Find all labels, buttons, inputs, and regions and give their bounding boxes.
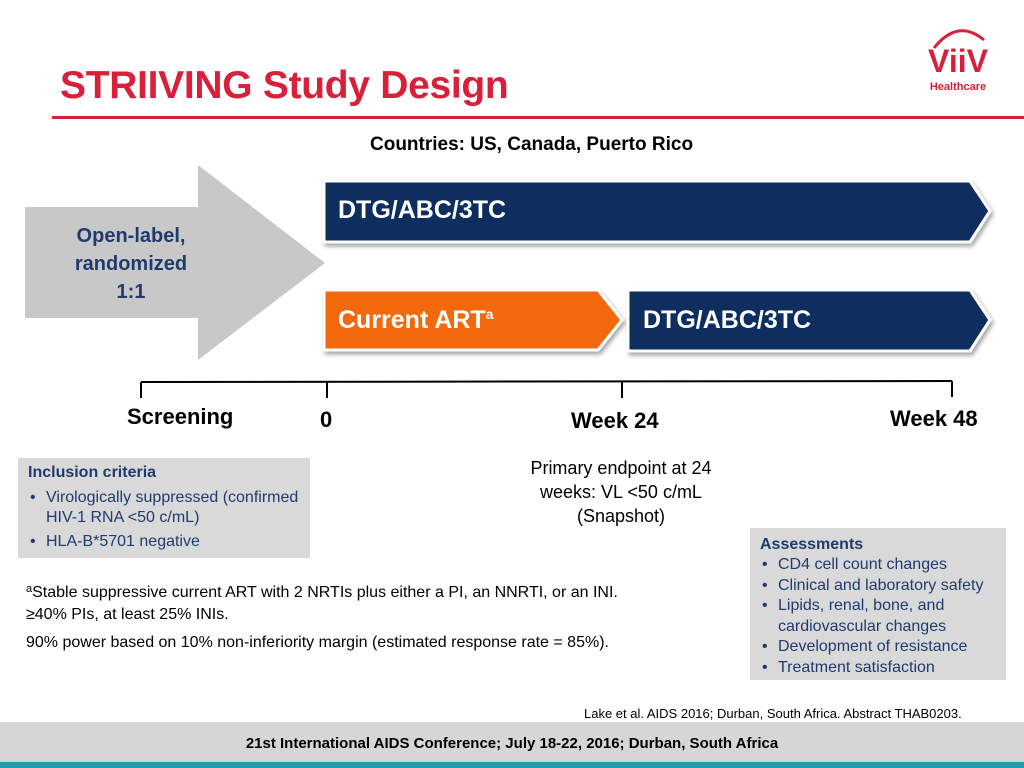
reference-citation: Lake et al. AIDS 2016; Durban, South Africa. Abstract THAB0203. [584,706,962,721]
randomization-line-2: randomized [74,253,188,275]
footer-accent-stripe [0,762,1024,768]
inclusion-criteria-box [18,458,310,558]
assessment-item: • Development of resistance [760,637,996,658]
assessments-title: Assessments [760,536,864,553]
power-note: 90% power based on 10% non-inferiority margin (estimated response rate = 85%). [26,634,609,651]
footnote-text: Stable suppressive current ART with 2 NRTIs plus either a PI, an NNRTI, or an INI. ≥40% PIs, at least 25% INIs. [26,584,618,623]
screening-label: Screening [127,404,234,429]
randomization-label [40,222,222,306]
week48-label: Week 48 [890,406,978,431]
page-title: STRIIVING Study Design [60,64,509,107]
countries-label: Countries: US, Canada, Puerto Rico [370,134,694,155]
logo-sub: Healthcare [929,81,987,93]
primary-endpoint: Primary endpoint at 24 weeks: VL <50 c/mL (Snapshot) [530,458,712,526]
switch-dtg-label: DTG/ABC/3TC [643,306,812,334]
assessment-item: • Treatment satisfaction [760,658,996,679]
current-art-label [338,306,493,335]
randomization-line-1: Open-label, [76,225,186,247]
dtg-arm-label: DTG/ABC/3TC [338,196,507,224]
assessment-item: • Lipids, renal, bone, and cardiovascular changes [760,596,996,637]
current-art-superscript: a [485,306,494,322]
week24-label: Week 24 [571,408,659,433]
assessment-item: • Clinical and laboratory safety [760,576,996,597]
inclusion-title: Inclusion criteria [28,464,157,481]
inclusion-item: • Virologically suppressed (confirmed HIV-1 RNA <50 c/mL) [28,488,300,528]
current-art-text: Current ART [338,306,486,334]
timeline [141,381,952,398]
assessments-box [750,528,1006,680]
footnote [26,578,626,626]
randomization-line-3: 1:1 [116,281,146,303]
day0-label: 0 [320,407,333,432]
conference-footer: 21st International AIDS Conference; July 18-22, 2016; Durban, South Africa [245,735,779,752]
inclusion-item: • HLA-B*5701 negative [28,532,300,552]
assessment-item: • CD4 cell count changes [760,555,996,576]
timeline-axis [141,381,952,382]
footnote-marker: a [26,583,33,595]
logo-brand: ViiV [928,43,988,79]
